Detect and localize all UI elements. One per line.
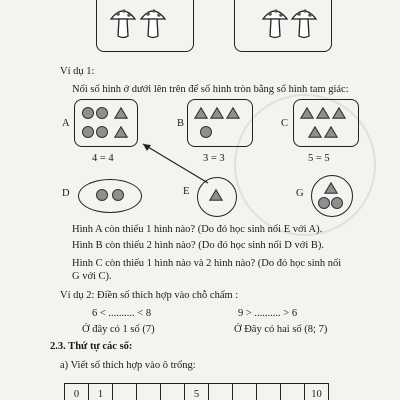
sequence-row: [65, 384, 329, 400]
sequence-cell: 0: [65, 384, 89, 400]
example1-heading: Ví dụ 1:: [60, 66, 95, 77]
answer-line-3: Hình C còn thiếu 1 hình nào và 2 hình nào? (Do đó học sinh nối: [72, 258, 342, 269]
sequence-cell: 1: [89, 384, 113, 400]
sequence-blank-cell[interactable]: [257, 384, 281, 400]
example1-task: Nối số hình ở dưới lên trên để số hình tròn bằng số hình tam giác:: [72, 84, 349, 95]
label-d: D: [62, 188, 70, 199]
circle-shape: [318, 197, 330, 209]
example2-left-note: Ở đây có 1 số (7): [82, 324, 155, 335]
label-a: A: [62, 118, 70, 129]
example2-heading: Ví dụ 2: Điền số thích hợp vào chỗ chấm :: [60, 290, 239, 301]
label-b: B: [177, 118, 185, 129]
circle-shape: [96, 189, 108, 201]
answer-line-4: G với C).: [72, 271, 112, 282]
sequence-cell: 5: [185, 384, 209, 400]
sequence-blank-cell[interactable]: [281, 384, 305, 400]
label-e: E: [183, 186, 190, 197]
triangle-shape: [324, 182, 338, 194]
number-sequence-table: [64, 383, 329, 400]
sequence-blank-cell[interactable]: [137, 384, 161, 400]
sequence-blank-cell[interactable]: [113, 384, 137, 400]
sequence-blank-cell[interactable]: [233, 384, 257, 400]
answer-line-1: Hình A còn thiếu 1 hình nào? (Do đó học sinh nối E với A).: [72, 224, 323, 235]
answer-line-2: Hình B còn thiếu 2 hình nào? (Do đó học sinh nối D với B).: [72, 240, 324, 251]
equation-b: 3 = 3: [203, 153, 225, 164]
label-c: C: [281, 118, 289, 129]
example2-left-expression: 6 < .......... < 8: [92, 308, 152, 319]
circle-shape: [112, 189, 124, 201]
example2-right-note: Ở Đây có hai số (8; 7): [234, 324, 328, 335]
section-title: 2.3. Thứ tự các số:: [50, 341, 133, 352]
equation-a: 4 = 4: [92, 153, 114, 164]
sequence-blank-cell[interactable]: [161, 384, 185, 400]
sequence-blank-cell[interactable]: [209, 384, 233, 400]
equation-c: 5 = 5: [308, 153, 330, 164]
example2-right-expression: 9 > .......... > 6: [238, 308, 298, 319]
shape-oval-d: [78, 179, 142, 213]
section-task: a) Viết số thích hợp vào ô trống:: [60, 360, 196, 371]
triangle-shape: [209, 189, 223, 201]
sequence-cell: 10: [305, 384, 329, 400]
circle-shape: [331, 197, 343, 209]
label-g: G: [296, 188, 304, 199]
